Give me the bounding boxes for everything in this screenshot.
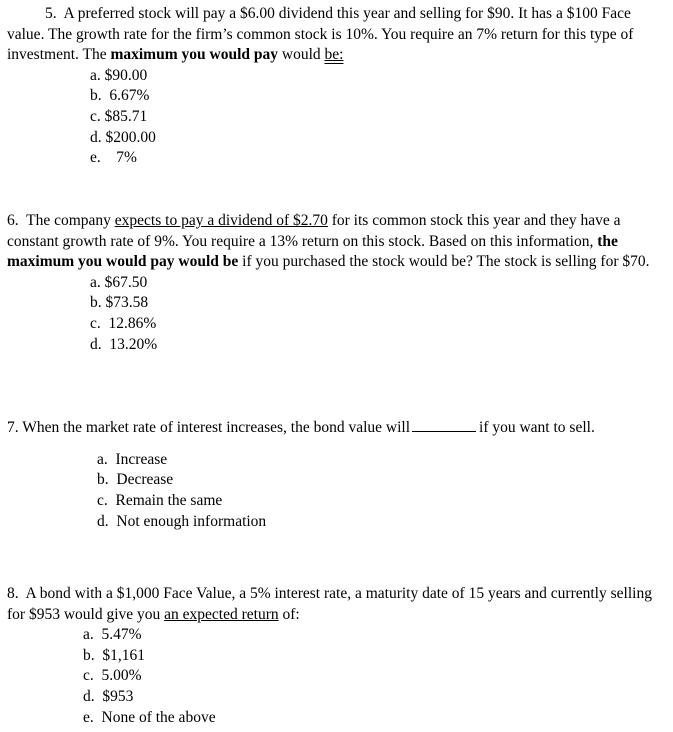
question-7 <box>7 418 667 532</box>
emphasis-underline: be: <box>324 46 344 63</box>
option-e[interactable]: e. 7% <box>90 149 137 167</box>
question-number: 8. <box>7 585 19 602</box>
option-d[interactable]: d. Not enough information <box>97 512 267 530</box>
question-number: 6. <box>7 212 19 229</box>
answer-blank <box>412 419 476 432</box>
options-list <box>83 625 667 729</box>
option-b[interactable]: b. Decrease <box>97 471 174 489</box>
question-5 <box>7 4 667 169</box>
option-c[interactable]: c. 12.86% <box>90 314 157 332</box>
option-a[interactable]: a. Increase <box>97 450 168 468</box>
question-7-text: 7. When the market rate of interest increases, the bond value will if you want to sell. <box>7 419 595 436</box>
options-list <box>90 273 667 356</box>
emphasis-underline: an expected return <box>164 605 279 623</box>
question-8-text: 8. A bond with a $1,000 Face Value, a 5% interest rate, a maturity date of 15 years and currently selling for $953 would give you an expected return of: <box>7 585 652 623</box>
options-list <box>97 450 667 533</box>
question-number: 5. <box>45 5 57 22</box>
question-number: 7. <box>7 419 19 436</box>
option-e[interactable]: e. None of the above <box>83 708 216 726</box>
option-b[interactable]: b. $73.58 <box>90 294 149 312</box>
option-c[interactable]: c. 5.00% <box>83 667 142 685</box>
options-list <box>90 66 667 170</box>
option-c[interactable]: c. Remain the same <box>97 491 223 509</box>
option-c[interactable]: c. $85.71 <box>90 107 148 125</box>
question-8 <box>7 584 667 729</box>
emphasis-underline: expects to pay a dividend of $2.70 <box>114 212 328 229</box>
question-5-text: 5. A preferred stock will pay a $6.00 dividend this year and selling for $90. It has a $100 Face value. The growth rate for the firm’s common stock is 10%. You require an 7% return for this type of investment. The maximum you would pay would be: <box>7 5 634 63</box>
emphasis-bold: maximum you would pay <box>110 46 278 63</box>
option-b[interactable]: b. $1,161 <box>83 646 145 664</box>
option-a[interactable]: a. 5.47% <box>83 626 142 643</box>
option-d[interactable]: d. $953 <box>83 688 134 706</box>
option-b[interactable]: b. 6.67% <box>90 87 150 105</box>
option-a[interactable]: a. $67.50 <box>90 273 148 291</box>
emphasis-bold: the maximum you would pay would be <box>7 232 618 270</box>
question-6-text: 6. The company expects to pay a dividend of $2.70 for its common stock this year and they have a constant growth rate of 9%. You require a 13% return on this stock. Based on this information, the maximum you would pay would be if you purchased the stock would be? The stock is selling for $70. <box>7 212 650 270</box>
question-6 <box>7 211 667 355</box>
option-a[interactable]: a. $90.00 <box>90 66 148 84</box>
option-d[interactable]: d. 13.20% <box>90 335 158 353</box>
option-d[interactable]: d. $200.00 <box>90 128 156 146</box>
